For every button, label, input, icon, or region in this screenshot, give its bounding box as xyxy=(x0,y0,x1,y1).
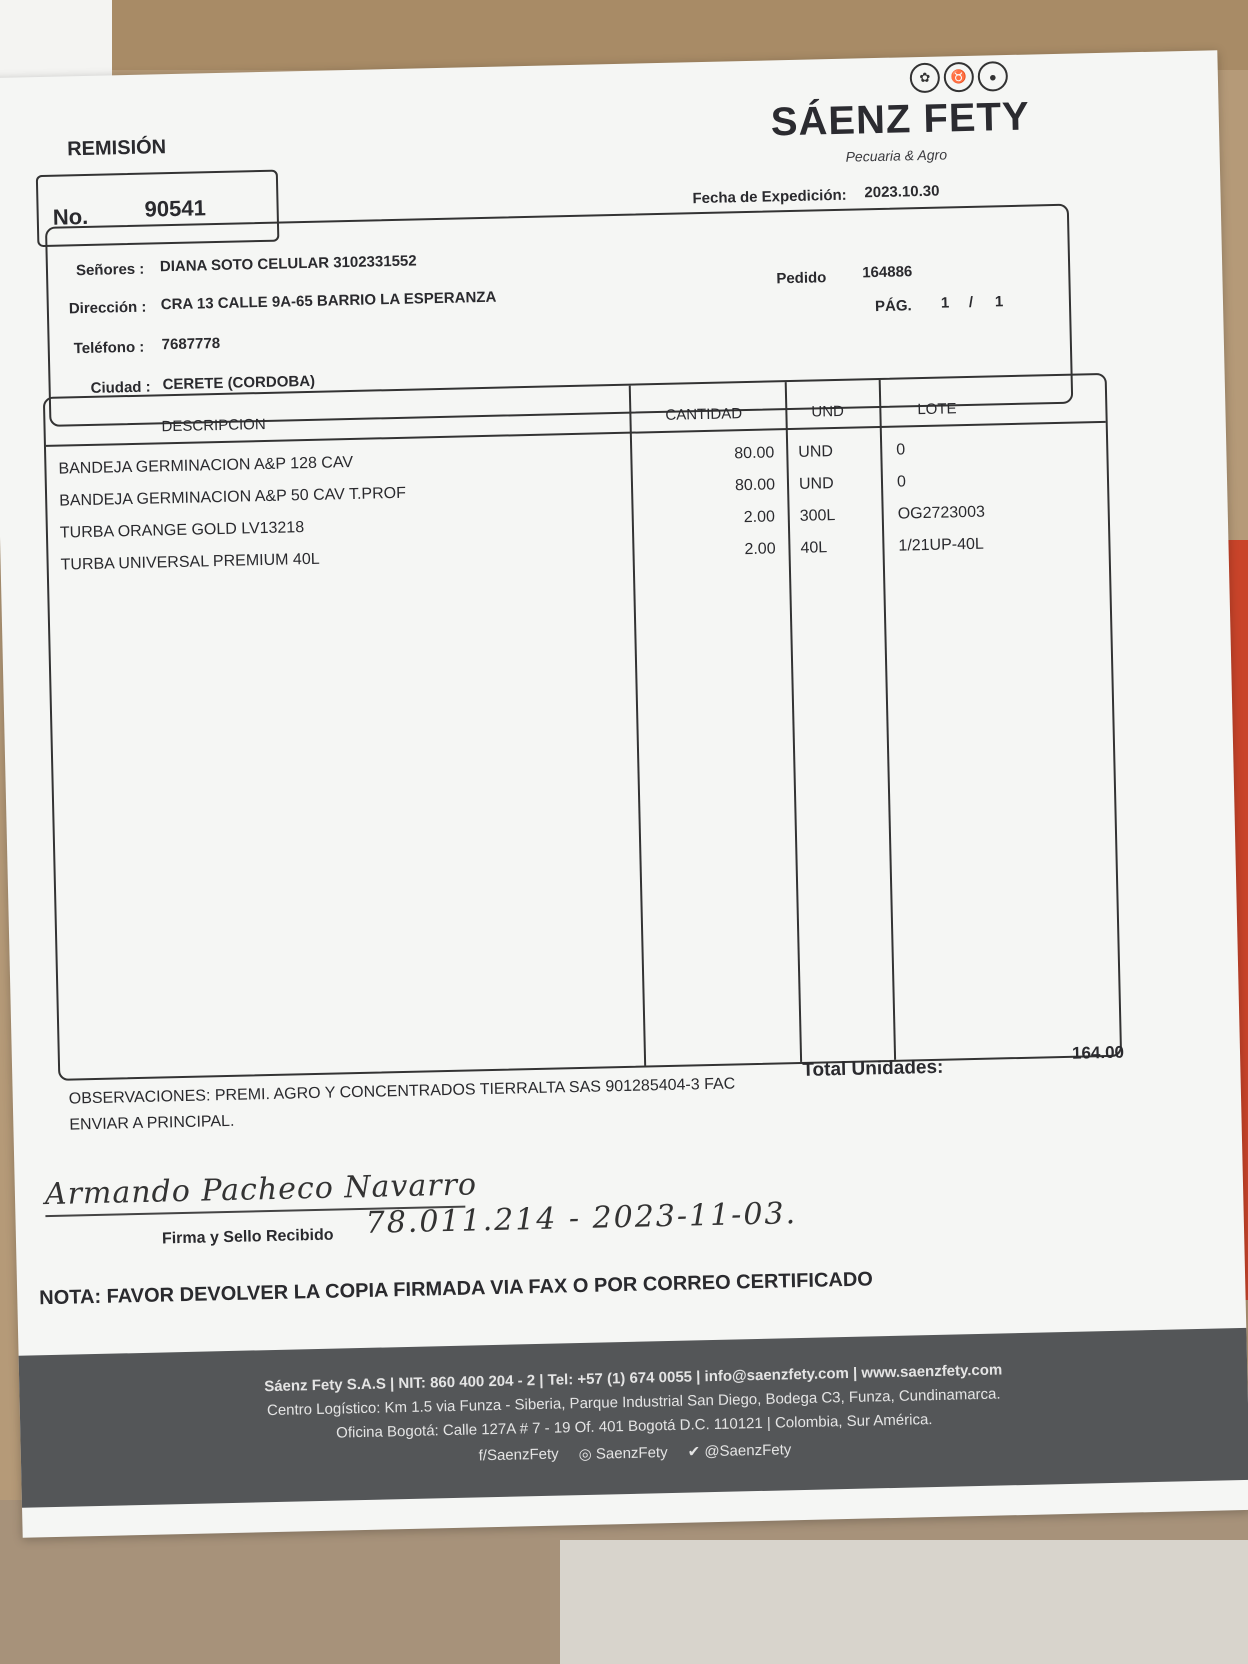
table-row-2-descripcion: BANDEJA GERMINACION A&P 50 CAV T.PROF xyxy=(59,484,407,510)
table-row-1-lote: 0 xyxy=(896,441,906,459)
table-row-3-und: 300L xyxy=(799,507,836,525)
issue-date-label: Fecha de Expedición: xyxy=(692,186,847,208)
facebook-handle: f/SaenzFety xyxy=(478,1445,559,1465)
table-row-3-lote: OG2723003 xyxy=(897,503,986,523)
plant-circle-icon: ✿ xyxy=(909,63,940,94)
pig-circle-icon: ● xyxy=(977,61,1008,92)
handwritten-signature: Armando Pacheco Navarro xyxy=(44,1167,478,1213)
telefono-label: Teléfono : xyxy=(73,338,145,358)
footer-logistics-line: Centro Logístico: Km 1.5 via Funza - Siberia, Parque Industrial San Diego, Bodega C3, Funza, Cundinamarca. xyxy=(266,1385,1001,1420)
direccion-value: CRA 13 CALLE 9A-65 BARRIO LA ESPERANZA xyxy=(160,288,497,314)
header-descripcion: DESCRIPCION xyxy=(161,415,266,436)
footer-band xyxy=(19,1328,1248,1508)
brand-icons xyxy=(909,61,1008,93)
document-title: REMISIÓN xyxy=(66,136,167,161)
header-und: UND xyxy=(811,402,845,421)
total-units-label: Total Unidades: xyxy=(802,1056,944,1081)
instagram-handle: ◎ SaenzFety xyxy=(578,1444,668,1464)
order-label: Pedido xyxy=(776,269,827,288)
total-units-value: 164.00 xyxy=(1071,1042,1125,1063)
table-row-3-cantidad: 2.00 xyxy=(743,508,776,527)
direccion-label: Dirección : xyxy=(68,298,147,318)
page-current: 1 xyxy=(940,294,950,312)
return-note: NOTA: FAVOR DEVOLVER LA COPIA FIRMADA VIA FAX O POR CORREO CERTIFICADO xyxy=(39,1268,874,1310)
table-row-2-cantidad: 80.00 xyxy=(734,476,776,495)
signature-label: Firma y Sello Recibido xyxy=(161,1226,334,1248)
document-number: 90541 xyxy=(144,195,207,222)
cow-circle-icon: ♉ xyxy=(943,62,974,93)
delivery-note-paper xyxy=(0,50,1248,1537)
table-row-1-descripcion: BANDEJA GERMINACION A&P 128 CAV xyxy=(58,453,354,478)
page-total: 1 xyxy=(994,293,1004,311)
floor-backdrop xyxy=(560,1540,1248,1664)
col-divider-cantidad xyxy=(629,386,646,1066)
number-label: No. xyxy=(52,203,89,230)
brand-logo: SÁENZ FETY xyxy=(770,94,1031,145)
order-number: 164886 xyxy=(862,263,913,282)
twitter-handle: ✔ @SaenzFety xyxy=(687,1441,792,1461)
observations-text: OBSERVACIONES: PREMI. AGRO Y CONCENTRADOS TIERRALTA SAS 901285404-3 FAC ENVIAR A PRINCIPAL. xyxy=(68,1075,736,1134)
telefono-value: 7687778 xyxy=(161,334,221,354)
table-row-1-und: UND xyxy=(798,443,834,461)
table-row-4-cantidad: 2.00 xyxy=(744,540,776,559)
footer-company-line: Sáenz Fety S.A.S | NIT: 860 400 204 - 2 | Tel: +57 (1) 674 0055 | info@saenzfety.com | www.saenzfety.com xyxy=(264,1361,1003,1396)
handwritten-id-date: 78.011.214 - 2023-11-03. xyxy=(365,1196,798,1241)
table-row-4-lote: 1/21UP-40L xyxy=(898,535,985,555)
header-lote: LOTE xyxy=(917,400,957,419)
table-row-4-und: 40L xyxy=(800,539,828,557)
footer-office-line: Oficina Bogotá: Calle 127A # 7 - 19 Of. 401 Bogotá D.C. 110121 | Colombia, Sur América. xyxy=(335,1411,933,1442)
table-row-1-cantidad: 80.00 xyxy=(734,444,775,463)
ciudad-value: CERETE (CORDOBA) xyxy=(162,372,316,394)
table-row-2-lote: 0 xyxy=(896,473,907,491)
issue-date: 2023.10.30 xyxy=(864,182,940,202)
table-row-4-descripcion: TURBA UNIVERSAL PREMIUM 40L xyxy=(60,550,320,574)
items-table xyxy=(43,373,1125,1081)
brand-tagline: Pecuaria & Agro xyxy=(845,146,948,165)
col-divider-lote xyxy=(879,380,896,1060)
senores-label: Señores : xyxy=(75,260,145,280)
page-label: PÁG. xyxy=(874,297,912,316)
table-row-2-und: UND xyxy=(798,475,834,493)
ciudad-label: Ciudad : xyxy=(90,378,151,397)
page-separator: / xyxy=(968,293,974,311)
senores-value: DIANA SOTO CELULAR 3102331552 xyxy=(159,252,417,276)
header-cantidad: CANTIDAD xyxy=(665,405,743,424)
table-row-3-descripcion: TURBA ORANGE GOLD LV13218 xyxy=(59,519,305,542)
